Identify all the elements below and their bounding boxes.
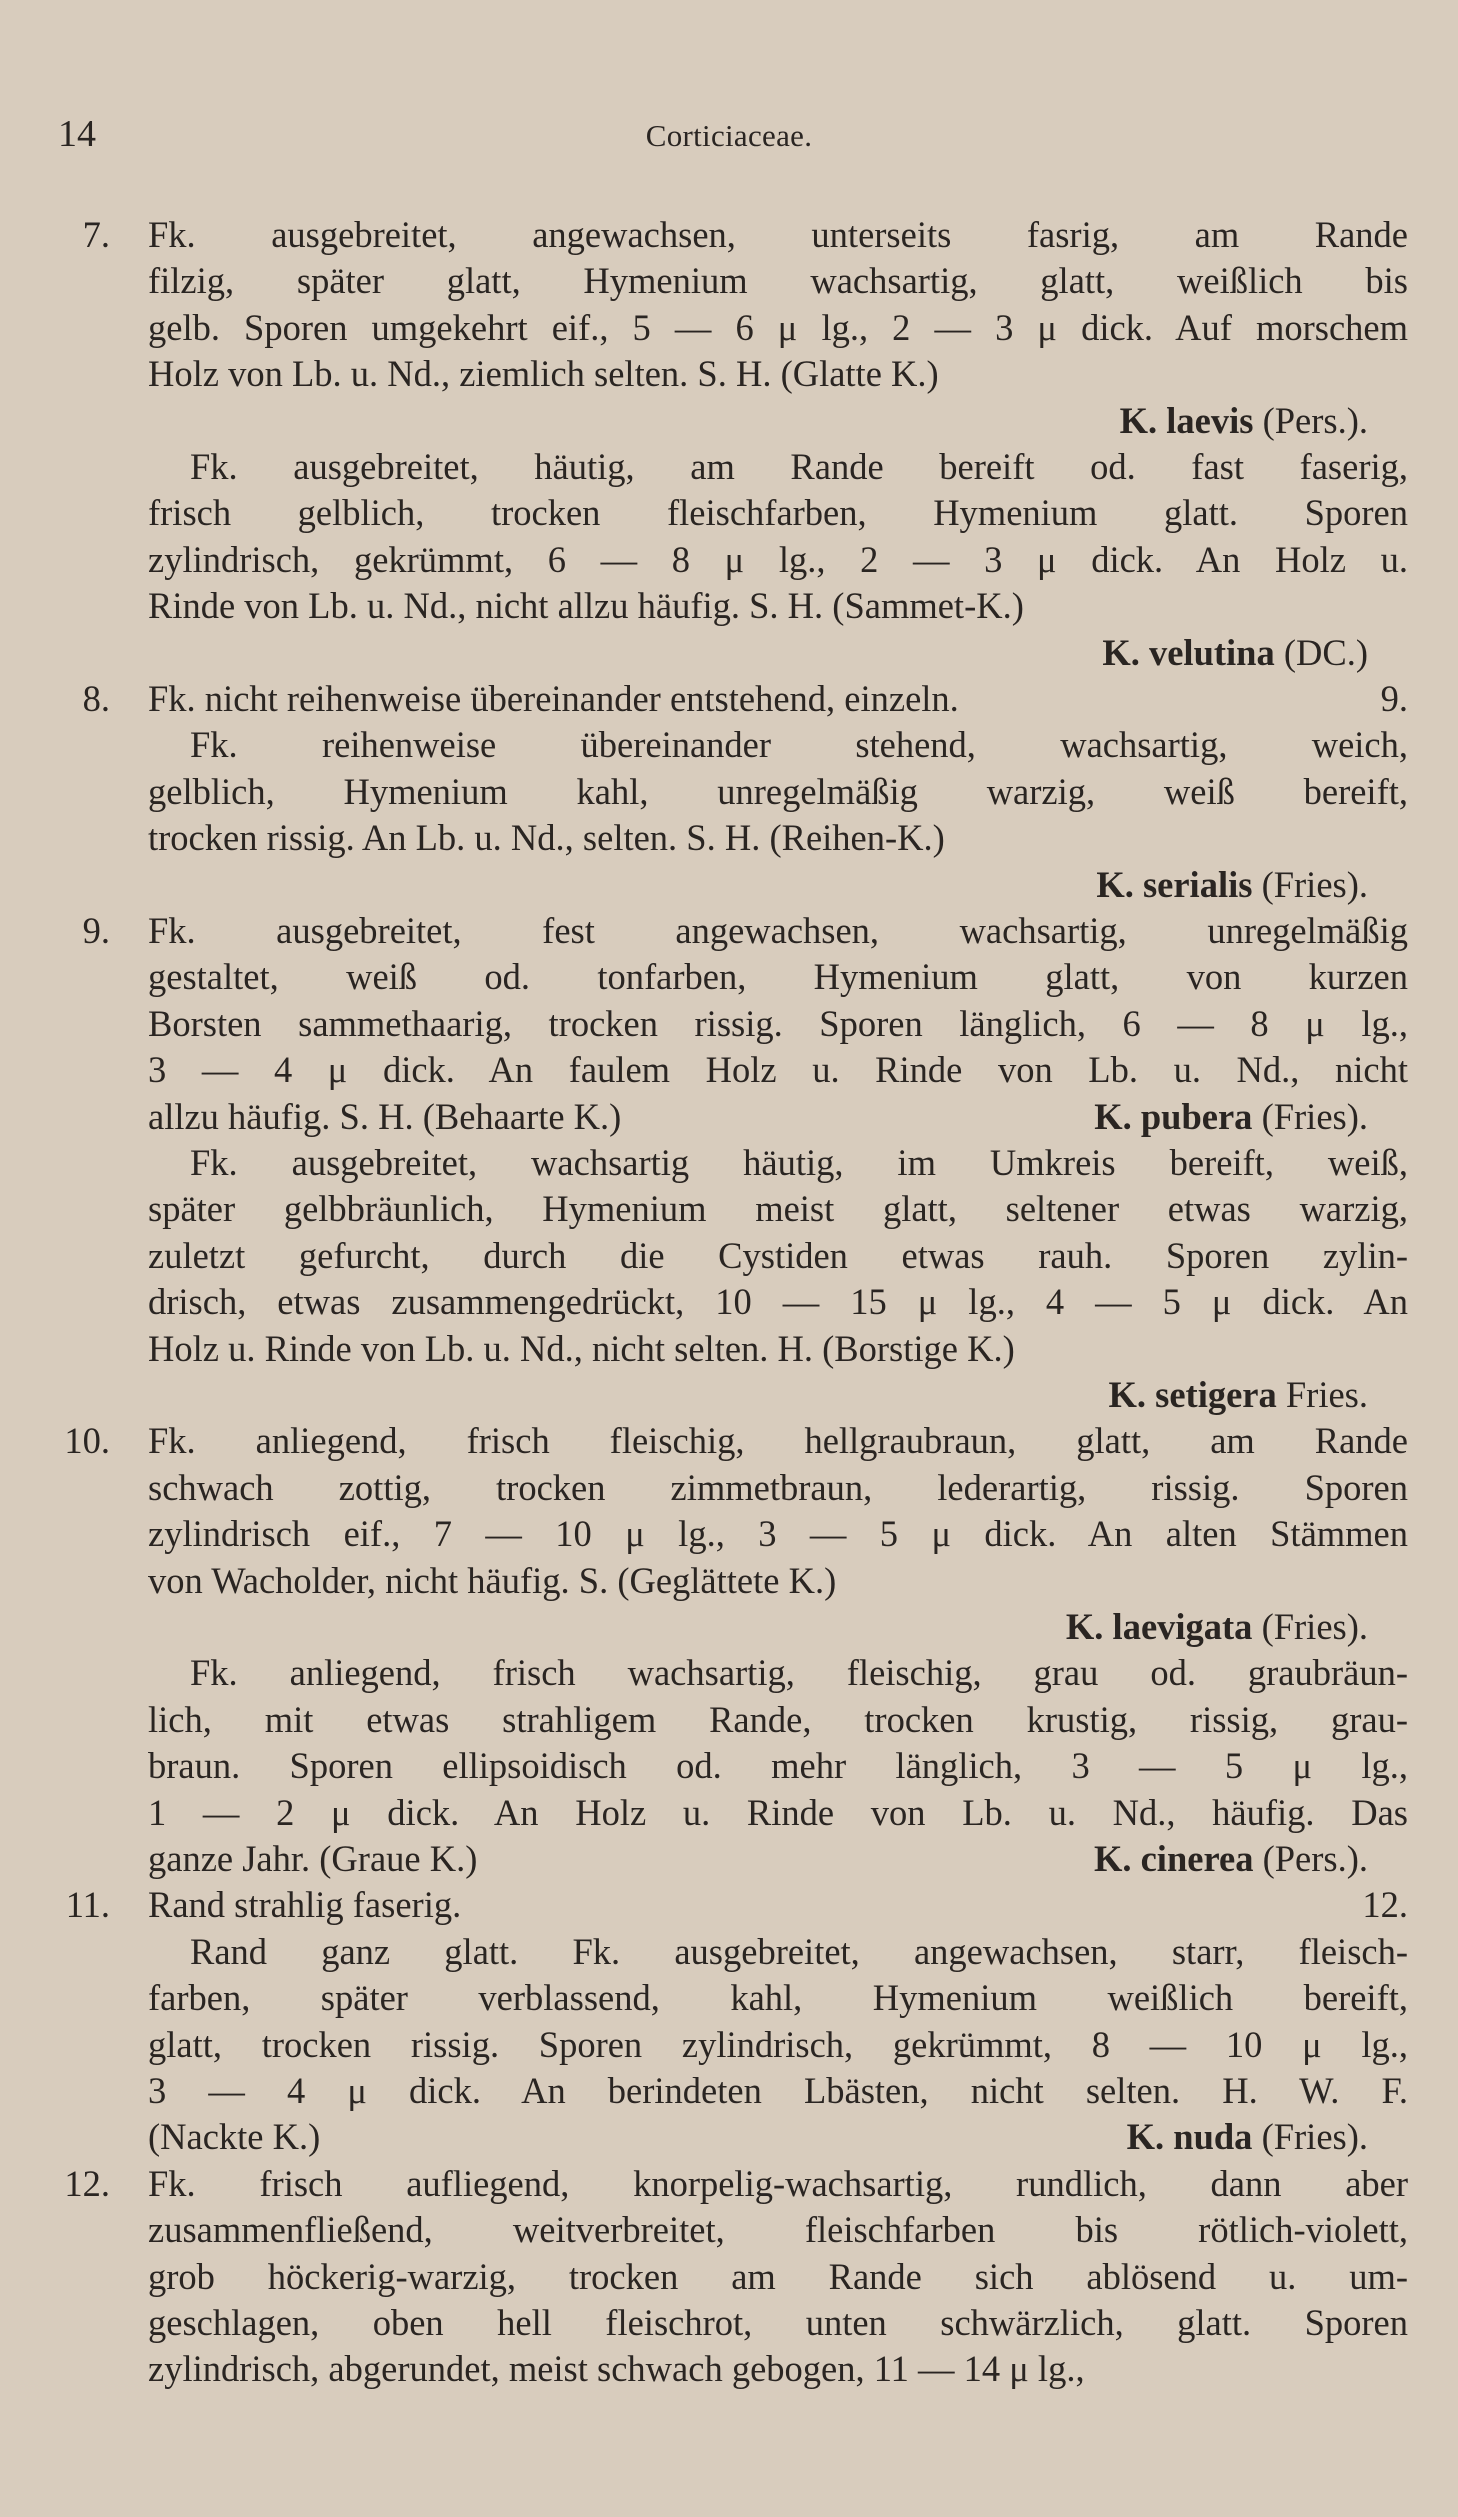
text-line	[148, 2114, 1408, 2160]
line-text: Fk. nicht reihenweise übereinander entstehend, einzeln.	[148, 678, 959, 719]
species-name: K. setigera	[1108, 1374, 1277, 1415]
species-name-group	[1127, 2114, 1368, 2160]
couplet-number: 11.	[65, 1884, 110, 1926]
species-authority: (Fries).	[1261, 2116, 1368, 2158]
species-name-line	[148, 398, 1368, 444]
text-line: Rand ganz glatt. Fk. ausgebreitet, angewachsen, starr, fleisch-	[190, 1930, 1408, 1972]
species-authority: (Pers.).	[1262, 1838, 1368, 1879]
text-line: gestaltet, weiß od. tonfarben, Hymenium glatt, von kurzen	[148, 956, 1408, 998]
text-line: Fk. ausgebreitet, wachsartig häutig, im Umkreis bereift, weiß,	[190, 1142, 1408, 1183]
text-line: geschlagen, oben hell fleischrot, unten schwärzlich, glatt. Sporen	[148, 2302, 1408, 2343]
species-name: K. nuda	[1126, 2116, 1253, 2158]
text-line: Borsten sammethaarig, trocken rissig. Sporen länglich, 6 — 8 μ lg.,	[148, 1002, 1408, 1044]
text-line	[148, 1882, 1408, 1928]
species-name-line	[148, 630, 1368, 676]
text-line: Fk. ausgebreitet, häutig, am Rande bereift od. fast faserig,	[190, 446, 1408, 487]
species-name: K. laevigata	[1065, 1606, 1253, 1647]
text-line: Holz u. Rinde von Lb. u. Nd., nicht selten. H. (Borstige K.)	[148, 1327, 1015, 1369]
couplet-number: 9.	[82, 910, 110, 951]
text-line: von Wacholder, nicht häufig. S. (Geglättete K.)	[148, 1559, 837, 1601]
text-line: schwach zottig, trocken zimmetbraun, lederartig, rissig. Sporen	[148, 1466, 1408, 1508]
text-line: lich, mit etwas strahligem Rande, trocken krustig, rissig, grau-	[148, 1698, 1408, 1740]
species-authority: Fries.	[1285, 1374, 1368, 1415]
text-line: 1 — 2 μ dick. An Holz u. Rinde von Lb. u. Nd., häufig. Das	[148, 1791, 1408, 1833]
text-line: 3 — 4 μ dick. An faulem Holz u. Rinde von Lb. u. Nd., nicht	[148, 1049, 1408, 1091]
line-text: ganze Jahr. (Graue K.)	[148, 1838, 478, 1879]
couplet-number: 12.	[64, 2162, 110, 2204]
species-name-group	[1094, 1094, 1368, 1140]
text-line: drisch, etwas zusammengedrückt, 10 — 15 μ lg., 4 — 5 μ dick. An	[148, 1281, 1408, 1323]
text-line: gelblich, Hymenium kahl, unregelmäßig warzig, weiß bereift,	[148, 770, 1408, 812]
text-line: später gelbbräunlich, Hymenium meist glatt, seltener etwas warzig,	[148, 1188, 1408, 1230]
species-name: K. pubera	[1094, 1095, 1253, 1137]
text-line: zuletzt gefurcht, durch die Cystiden etwas rauh. Sporen zylin-	[148, 1234, 1408, 1276]
text-line: Fk. frisch aufliegend, knorpelig-wachsartig, rundlich, dann aber	[148, 2162, 1408, 2204]
text-line: zusammenfließend, weitverbreitet, fleischfarben bis rötlich-violett,	[148, 2209, 1408, 2251]
species-authority: (Fries).	[1261, 863, 1368, 905]
text-line: Fk. ausgebreitet, angewachsen, unterseits fasrig, am Rande	[148, 214, 1408, 255]
running-title: Corticiaceae.	[645, 118, 813, 153]
species-authority: (Fries).	[1261, 1606, 1368, 1647]
text-line: Fk. ausgebreitet, fest angewachsen, wachsartig, unregelmäßig	[148, 910, 1408, 951]
species-name-line	[148, 1372, 1368, 1418]
species-name: K. velutina	[1102, 631, 1275, 673]
species-authority: (Fries).	[1261, 1095, 1368, 1137]
species-authority: (DC.)	[1283, 631, 1368, 673]
text-line: Rinde von Lb. u. Nd., nicht allzu häufig. S. H. (Sammet-K.)	[148, 585, 1024, 627]
text-line: grob höckerig-warzig, trocken am Rande sich ablösend u. um-	[148, 2255, 1408, 2297]
text-line: Holz von Lb. u. Nd., ziemlich selten. S. H. (Glatte K.)	[148, 353, 939, 395]
text-line: Fk. anliegend, frisch wachsartig, fleischig, grau od. graubräun-	[190, 1652, 1408, 1694]
text-line: zylindrisch, gekrümmt, 6 — 8 μ lg., 2 — 3 μ dick. An Holz u.	[148, 538, 1408, 580]
text-line: trocken rissig. An Lb. u. Nd., selten. S. H. (Reihen-K.)	[148, 817, 945, 859]
couplet-number: 8.	[82, 678, 110, 719]
text-line: glatt, trocken rissig. Sporen zylindrisch, gekrümmt, 8 — 10 μ lg.,	[148, 2023, 1408, 2065]
text-line: zylindrisch, abgerundet, meist schwach gebogen, 11 — 14 μ lg.,	[148, 2348, 1085, 2390]
species-name-group	[1094, 1836, 1368, 1882]
text-line: zylindrisch eif., 7 — 10 μ lg., 3 — 5 μ dick. An alten Stämmen	[148, 1513, 1408, 1555]
text-line: frisch gelblich, trocken fleischfarben, Hymenium glatt. Sporen	[148, 492, 1408, 534]
page-number: 14	[58, 113, 96, 155]
text-line	[148, 676, 1408, 722]
species-name-line	[148, 862, 1368, 908]
line-text: allzu häufig. S. H. (Behaarte K.)	[148, 1095, 622, 1137]
page-header	[0, 112, 1458, 162]
text-line: Fk. reihenweise übereinander stehend, wachsartig, weich,	[190, 724, 1408, 766]
couplet-number: 10.	[64, 1420, 110, 1462]
text-line: 3 — 4 μ dick. An berindeten Lbästen, nicht selten. H. W. F.	[148, 2070, 1408, 2111]
species-name: K. serialis	[1096, 863, 1253, 905]
text-line	[148, 1094, 1408, 1140]
lead-reference: 12.	[1362, 1884, 1408, 1926]
text-line: farben, später verblassend, kahl, Hymenium weißlich bereift,	[148, 1977, 1408, 2019]
line-text: (Nackte K.)	[148, 2116, 321, 2158]
text-line	[148, 1836, 1408, 1882]
lead-reference: 9.	[1380, 678, 1408, 719]
text-line: filzig, später glatt, Hymenium wachsartig, glatt, weißlich bis	[148, 260, 1408, 302]
text-line: Fk. anliegend, frisch fleischig, hellgraubraun, glatt, am Rande	[148, 1420, 1408, 1462]
text-line: braun. Sporen ellipsoidisch od. mehr länglich, 3 — 5 μ lg.,	[148, 1745, 1408, 1787]
text-line: gelb. Sporen umgekehrt eif., 5 — 6 μ lg., 2 — 3 μ dick. Auf morschem	[148, 306, 1408, 348]
species-name: K. cinerea	[1093, 1838, 1254, 1879]
species-authority: (Pers.).	[1262, 399, 1368, 441]
line-text: Rand strahlig faserig.	[148, 1884, 462, 1926]
couplet-number: 7.	[82, 214, 110, 255]
species-name-line	[148, 1604, 1368, 1650]
species-name: K. laevis	[1119, 399, 1254, 441]
